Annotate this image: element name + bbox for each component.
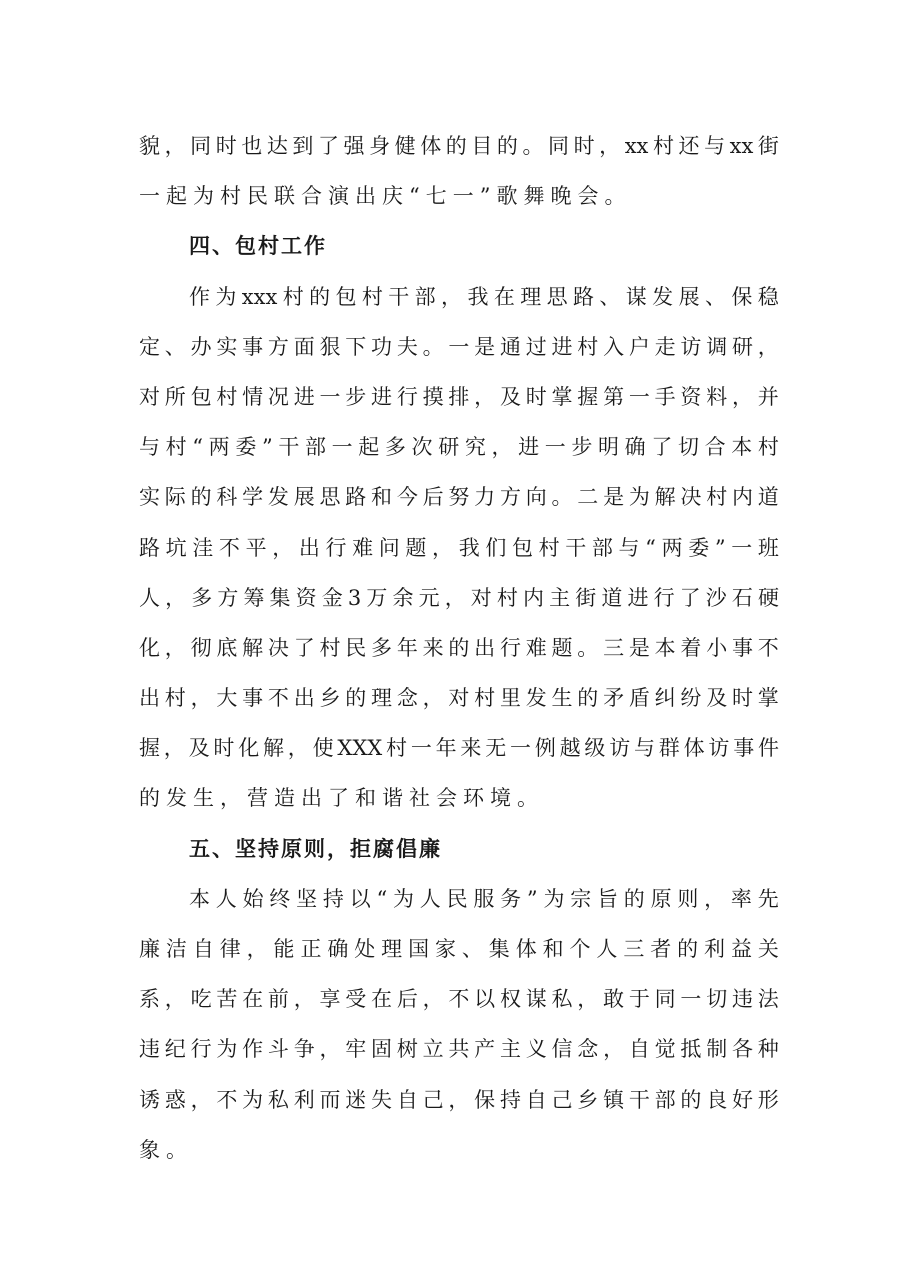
text-line: 实 际 的 科 学 发 展 思 路 和 今 后 努 力 方 向 。 二 是 为 解 决 村 内 道	[139, 485, 779, 510]
text-line: 系 ， 吃 苦 在 前 ， 享 受 在 后 ， 不 以 权 谋 私 ， 敢 于 同 一 切 违 法	[139, 987, 779, 1012]
text-line: 作 为 xxx 村 的 包 村 干 部 ， 我 在 理 思 路 、 谋 发 展 、 保 稳	[189, 284, 779, 309]
text-line: 出 村 ， 大 事 不 出 乡 的 理 念 ， 对 村 里 发 生 的 矛 盾 纠 纷 及 时 掌	[139, 686, 779, 711]
document-page	[139, 121, 779, 1175]
text-line: 象。	[139, 1137, 193, 1162]
paragraph	[139, 272, 779, 824]
text-line: 对 所 包 村 情 况 进 一 步 进 行 摸 排 ， 及 时 掌 握 第 一 手 资 料 ， 并	[139, 384, 779, 409]
text-line: 与 村 “ 两 委 ” 干 部 一 起 多 次 研 究 ， 进 一 步 明 确 了 切 合 本 村	[139, 435, 779, 460]
section-heading: 四、包村工作	[189, 233, 327, 259]
text-line: 化 ， 彻 底 解 决 了 村 民 多 年 来 的 出 行 难 题 。 三 是 本 着 小 事 不	[139, 635, 779, 660]
text-line: 诱 惑 ， 不 为 私 利 而 迷 失 自 己 ， 保 持 自 己 乡 镇 干 部 的 良 好 形	[139, 1087, 779, 1112]
paragraph	[139, 874, 779, 1175]
paragraph	[139, 121, 779, 221]
text-line: 握 ， 及 时 化 解 ， 使 XXX 村 一 年 来 无 一 例 越 级 访 与 群 体 访 事 件	[139, 736, 779, 761]
text-line: 廉 洁 自 律 ， 能 正 确 处 理 国 家 、 集 体 和 个 人 三 者 的 利 益 关	[139, 937, 779, 961]
text-line: 定 、 办 实 事 方 面 狠 下 功 夫 。 一 是 通 过 进 村 入 户 走 访 调 研 ，	[139, 334, 779, 359]
text-line: 路 坑 洼 不 平 ， 出 行 难 问 题 ， 我 们 包 村 干 部 与 “ 两 委 ” 一 班	[139, 535, 779, 560]
text-line: 违 纪 行 为 作 斗 争 ， 牢 固 树 立 共 产 主 义 信 念 ， 自 觉 抵 制 各 种	[139, 1037, 779, 1062]
text-line: 本 人 始 终 坚 持 以 “ 为 人 民 服 务 ” 为 宗 旨 的 原 则 ， 率 先	[189, 886, 779, 911]
section-heading: 五、坚持原则，拒腐倡廉	[189, 835, 442, 861]
text-line: 人 ， 多 方 筹 集 资 金 3 万 余 元 ， 对 村 内 主 街 道 进 行 了 沙 石 硬	[139, 585, 779, 610]
text-line: 的发生，营造出了和谐社会环境。	[139, 786, 544, 811]
text-line: 貌 ， 同 时 也 达 到 了 强 身 健 体 的 目 的 。 同 时 ， xx 村 还 与 xx 街	[139, 134, 779, 158]
text-line: 一起为村民联合演出庆“七一”歌舞晚会。	[139, 184, 632, 209]
